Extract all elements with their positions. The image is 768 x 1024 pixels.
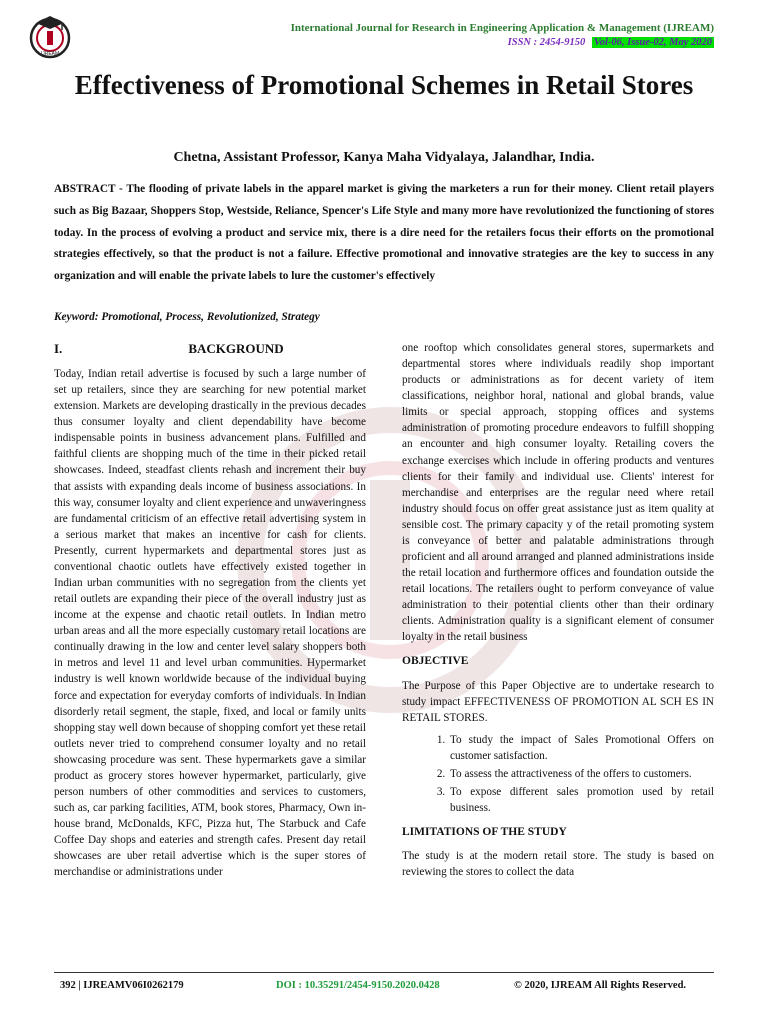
footer-divider bbox=[54, 972, 714, 973]
list-item: 1. To study the impact of Sales Promotional Offers on customer satisfaction. bbox=[448, 732, 714, 764]
objective-heading: OBJECTIVE bbox=[402, 655, 469, 668]
volume-badge: Vol-06, Issue-02, May 2020 bbox=[593, 37, 712, 48]
abstract: ABSTRACT - The flooding of private labels in the apparel market is giving the marketers a run for their money. Client retail players such as Big Bazaar, Shoppers Stop, Westside, Reliance, Spencer's Life Style and many more have revolutionized the functioning of stores today. In the process of evolving a product and service mix, there is a dire need for the retailers focus their efforts on the promotional strategies effectively, so that the product is not a failure. Effective promotional and innovative strategies are the key to success in any organization and will enable the private labels to lure the customer's effectively bbox=[54, 183, 714, 283]
author-line: Chetna, Assistant Professor, Kanya Maha Vidyalaya, Jalandhar, India. bbox=[173, 150, 595, 165]
background-paragraph-continued: one rooftop which consolidates general stores, supermarkets and departmental stores where individuals readily shop important products or administrations as for decent variety of item classifications, neighbor horal, national and global brands, value limits or special approach, stopping offices and systems administration of promoting procedure endeavors to fulfill shopping an encounter and high consumer loyalty. Retailing covers the exchange exercises which include in offering products and ventures clients for their family and individual use. Clients' interest for merchandise and enterprises are the regular need where retail industry should focus on offer great assistance just as item quality at sensible cost. The primary capacity y of the retail promoting system is conveyance of better and palatable administrations through proficient and all around arranged and planned administrations inside the retail location and furthermore offices and foundation outside the retail locations. The retailers ought to perform conveyance of value administration to their potential clients other than their ordinary clients. Administration quality is a significant element of consumer loyalty in the retail business bbox=[402, 342, 714, 644]
journal-name: International Journal for Research in Engineering Application & Management (IJREAM) bbox=[290, 22, 714, 34]
limitations-paragraph: The study is at the modern retail store. The study is based on reviewing the stores to collect the data bbox=[402, 850, 714, 879]
objective-list bbox=[402, 732, 714, 816]
doi-link[interactable]: DOI : 10.35291/2454-9150.2020.0428 bbox=[276, 980, 440, 991]
paper-title: Effectiveness of Promotional Schemes in Retail Stores bbox=[74, 70, 694, 100]
section-heading-background bbox=[54, 341, 366, 357]
list-item: 3. To expose different sales promotion used by retail business. bbox=[448, 784, 714, 816]
copyright: © 2020, IJREAM All Rights Reserved. bbox=[514, 980, 687, 991]
limitations-heading: LIMITATIONS OF THE STUDY bbox=[402, 826, 567, 839]
section-title: BACKGROUND bbox=[188, 341, 284, 356]
issn-text: ISSN : 2454-9150 bbox=[507, 37, 586, 48]
right-column bbox=[402, 340, 714, 880]
left-column bbox=[54, 366, 366, 881]
issn-volume-line bbox=[440, 37, 714, 48]
section-number: I. bbox=[54, 341, 63, 356]
ijream-logo-icon bbox=[26, 12, 74, 60]
page-id: 392 | IJREAMV06I0262179 bbox=[60, 980, 184, 991]
keywords: Keyword: Promotional, Process, Revolutionized, Strategy bbox=[54, 311, 320, 323]
list-item: 2. To assess the attractiveness of the offers to customers. bbox=[448, 766, 714, 782]
objective-paragraph: The Purpose of this Paper Objective are to undertake research to study impact EFFECTIVENESS OF PROMOTION AL SCH ES IN RETAIL STORES. bbox=[402, 679, 714, 724]
background-paragraph: Today, Indian retail advertise is focused by such a large number of set up retailers, since they are searching for new potential market extension. Markets are developing drastically in the previous decades thus consumer loyalty and client dependability have become indispensable points in business advancement plans. Fulfilled and faithful clients are shopping much of the time in their picked retail showcases. Indeed, steadfast clients rehash and increment their buy that assists with expanding deals income of business associations. In this way, consumer loyalty and client experience and unwaveringness are fundamental criticism of an effective retail advertising system in a serious market that makes an incentive for cash for clients. Presently, current hypermarkets and departmental stores just as conventional chaotic outlets have effectively existed together in Indian urban communities with no segregation from the clients yet retail outlets are expanding their piece of the overall industry just as income at the expense and chaotic retail outlets. In Indian metro urban areas and all the more especially customary retail locations are continually drawing in the low and center level salary shoppers both in metros and level 11 and level urban communities. Hypermarket industry is well known worldwide because of the individual buying force and expectation for everyday comforts of individuals. In Indian disorderly retail segment, the staple, fixed, and local or family units shopping stay well down because of shopping comfort yet these retail outlets never tried to comprehend consumer loyalty and no retail showcasing procedure was sent. These hypermarkets gave a similar product as grocery stores however hypermarket, particularly, give person numbers of other commodities and services to customers, such as, car parking facilities, ATM, book stores, Pharmacy, Own in-house brand, McDonalds, KFC, Pizza hut, The Starbuck and Cafe Coffee Day shops and eateries and strength cafes. Present day retail showcases are uber retail advertise which is the super stores of merchandise or administrations under bbox=[54, 368, 366, 879]
svg-text:IJREAM: IJREAM bbox=[40, 51, 60, 57]
